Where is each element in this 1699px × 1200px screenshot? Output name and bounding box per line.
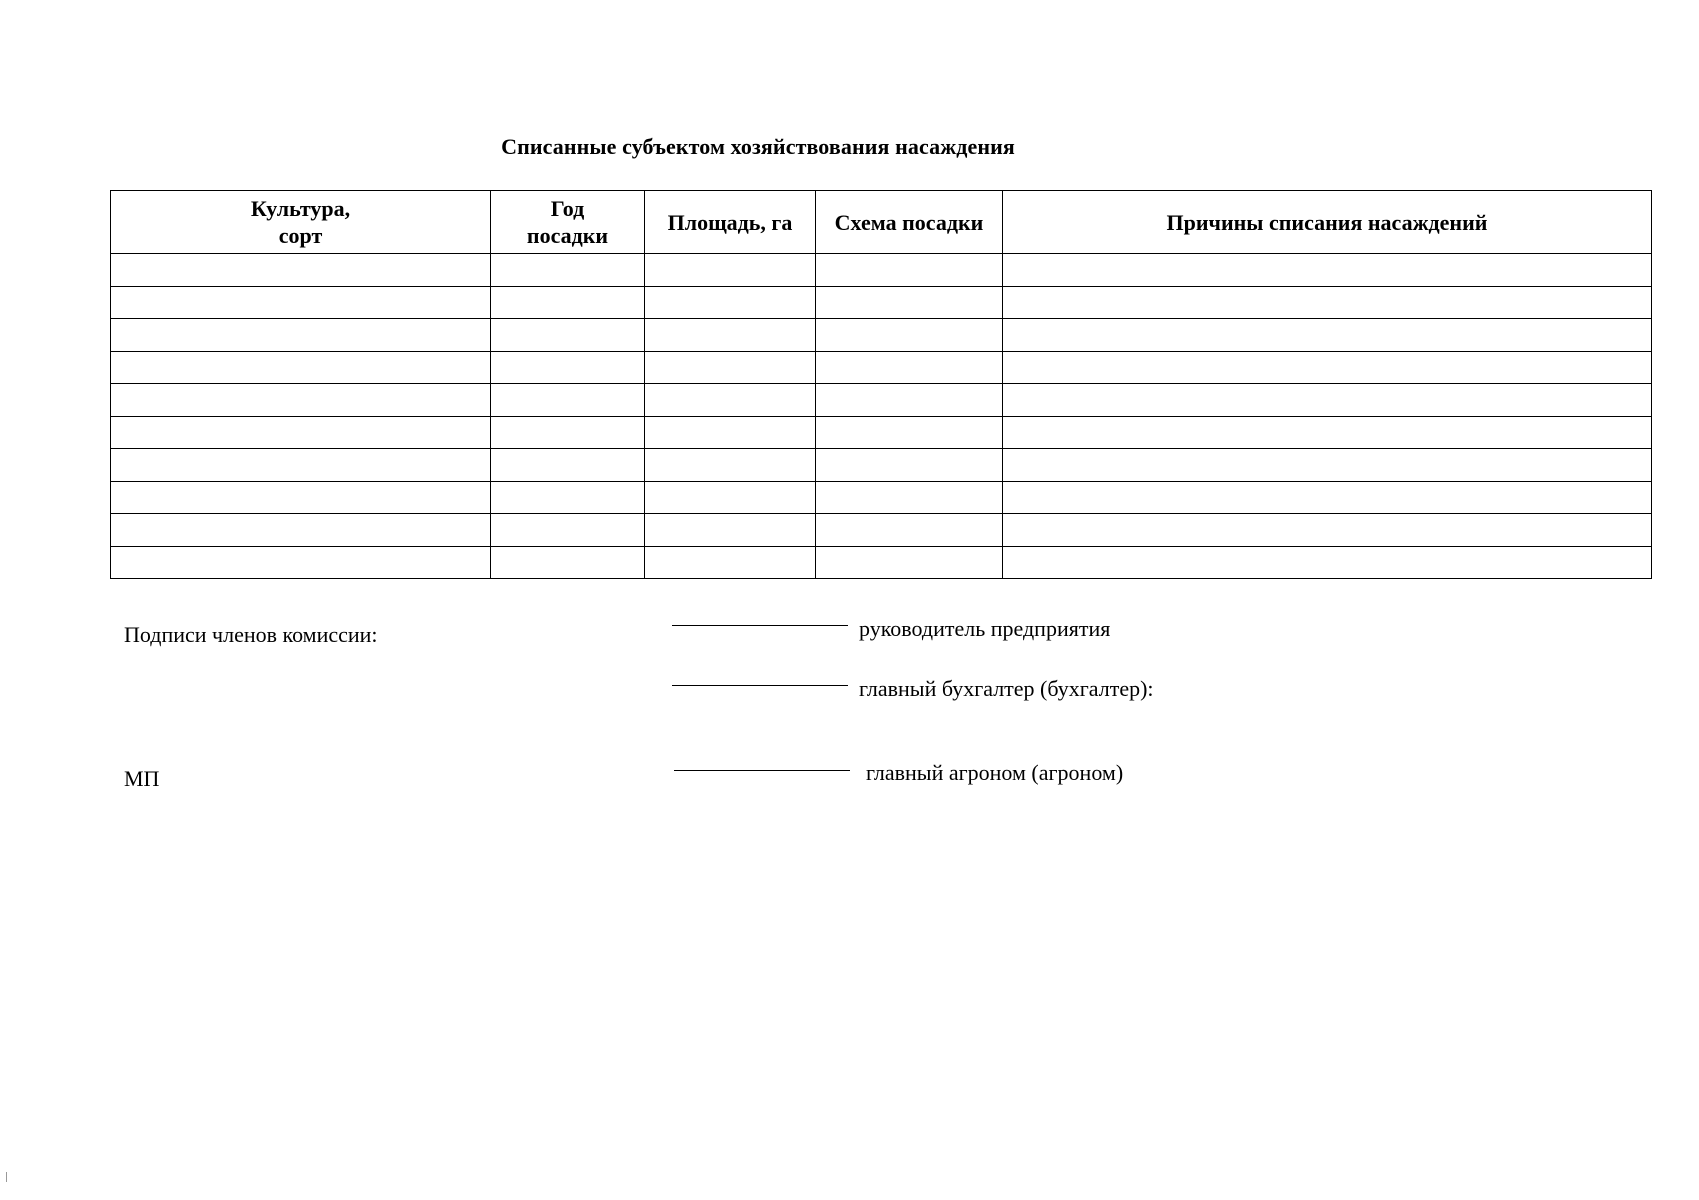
table-cell[interactable] <box>645 351 816 384</box>
table-row <box>111 546 1652 579</box>
page-edge-mark <box>6 1172 7 1182</box>
table-body <box>111 254 1652 579</box>
signature-line-chief-agronomist[interactable] <box>674 770 850 771</box>
table-row <box>111 286 1652 319</box>
header-writeoff-reasons: Причины списания насаждений <box>1003 191 1652 254</box>
header-planting-scheme: Схема посадки <box>816 191 1003 254</box>
table-header-row <box>111 191 1652 254</box>
table-cell[interactable] <box>645 416 816 449</box>
stamp-label: МП <box>124 766 160 791</box>
role-director: руководитель предприятия <box>859 616 1111 641</box>
table-cell[interactable] <box>111 449 491 482</box>
table-cell[interactable] <box>491 351 645 384</box>
table-cell[interactable] <box>816 416 1003 449</box>
table-row <box>111 254 1652 287</box>
table-cell[interactable] <box>111 319 491 352</box>
header-crop-variety: Культура, сорт <box>111 191 491 254</box>
table-cell[interactable] <box>1003 481 1652 514</box>
table-cell[interactable] <box>645 481 816 514</box>
table-cell[interactable] <box>491 514 645 547</box>
role-chief-agronomist: главный агроном (агроном) <box>866 760 1124 785</box>
table-cell[interactable] <box>645 514 816 547</box>
table-cell[interactable] <box>816 449 1003 482</box>
table-cell[interactable] <box>491 254 645 287</box>
table-cell[interactable] <box>816 481 1003 514</box>
table-cell[interactable] <box>816 319 1003 352</box>
table-cell[interactable] <box>111 546 491 579</box>
table-cell[interactable] <box>1003 254 1652 287</box>
table-cell[interactable] <box>645 319 816 352</box>
table-cell[interactable] <box>1003 416 1652 449</box>
writeoff-table <box>110 190 1652 579</box>
table-cell[interactable] <box>111 254 491 287</box>
table-cell[interactable] <box>645 254 816 287</box>
document-title: Списанные субъектом хозяйствования насаждения <box>501 134 1015 159</box>
table-cell[interactable] <box>1003 546 1652 579</box>
table-cell[interactable] <box>111 416 491 449</box>
table-cell[interactable] <box>1003 384 1652 417</box>
header-planting-year: Год посадки <box>491 191 645 254</box>
table-cell[interactable] <box>816 514 1003 547</box>
table-cell[interactable] <box>111 286 491 319</box>
table-cell[interactable] <box>491 319 645 352</box>
table-row <box>111 416 1652 449</box>
table-cell[interactable] <box>645 384 816 417</box>
table-cell[interactable] <box>816 254 1003 287</box>
table-cell[interactable] <box>491 286 645 319</box>
table-row <box>111 449 1652 482</box>
signature-line-chief-accountant[interactable] <box>672 685 848 686</box>
table-cell[interactable] <box>491 449 645 482</box>
table-row <box>111 351 1652 384</box>
table-cell[interactable] <box>491 546 645 579</box>
table-cell[interactable] <box>1003 286 1652 319</box>
table-cell[interactable] <box>816 351 1003 384</box>
table-cell[interactable] <box>491 481 645 514</box>
table-cell[interactable] <box>645 546 816 579</box>
table-row <box>111 514 1652 547</box>
role-chief-accountant: главный бухгалтер (бухгалтер): <box>859 676 1154 701</box>
header-area: Площадь, га <box>645 191 816 254</box>
signature-line-director[interactable] <box>672 625 848 626</box>
table-cell[interactable] <box>111 351 491 384</box>
table-row <box>111 384 1652 417</box>
table-cell[interactable] <box>1003 351 1652 384</box>
commission-signatures-label: Подписи членов комиссии: <box>124 622 378 647</box>
table-row <box>111 481 1652 514</box>
table-row <box>111 319 1652 352</box>
table-cell[interactable] <box>111 481 491 514</box>
table-cell[interactable] <box>491 416 645 449</box>
table-cell[interactable] <box>491 384 645 417</box>
table-cell[interactable] <box>816 286 1003 319</box>
table-cell[interactable] <box>1003 514 1652 547</box>
table-cell[interactable] <box>111 514 491 547</box>
table-cell[interactable] <box>111 384 491 417</box>
table-cell[interactable] <box>1003 449 1652 482</box>
table-cell[interactable] <box>645 286 816 319</box>
table-cell[interactable] <box>1003 319 1652 352</box>
table-cell[interactable] <box>816 546 1003 579</box>
table-cell[interactable] <box>816 384 1003 417</box>
table-cell[interactable] <box>645 449 816 482</box>
